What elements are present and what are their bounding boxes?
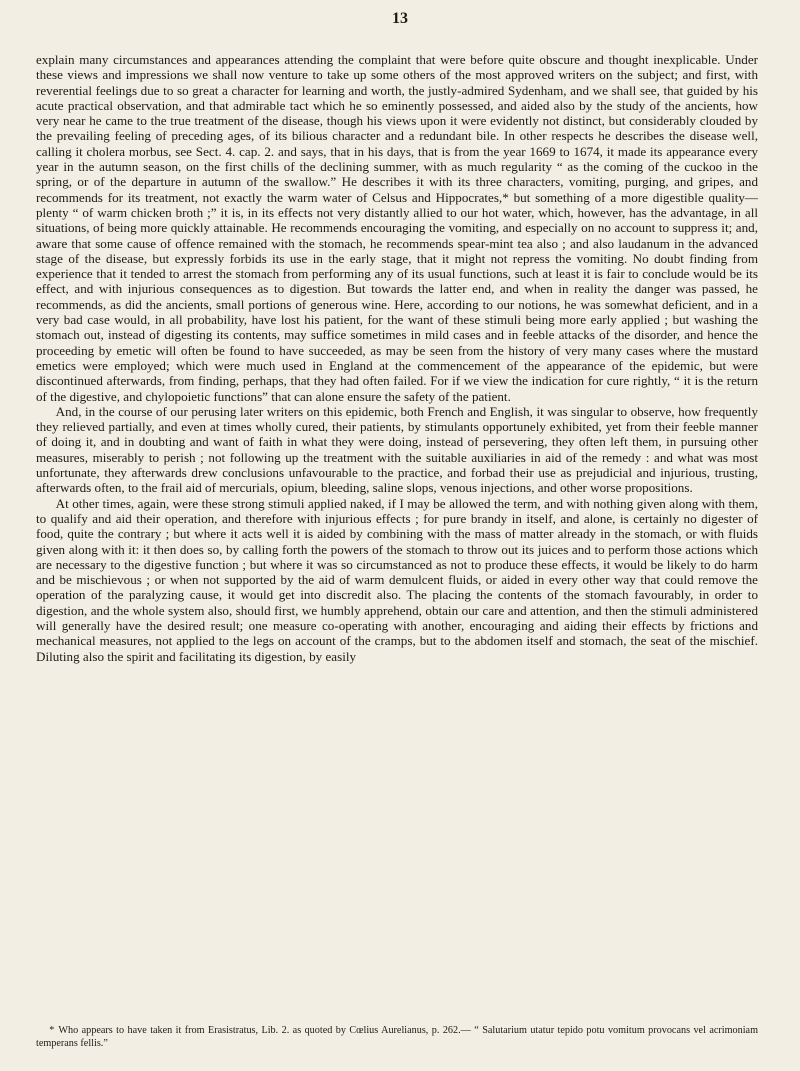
paragraph: And, in the course of our perusing later writers on this epidemic, both French and English, it was singular to observe, how frequently they relieved partially, and even at times wholly cured, their patients, by stimulants opportunely exhibited, yet from their feeble manner of doing it, and in doubting and want of faith in what they were doing, instead of persevering, they often left them, in pursuing other measures, miserably to perish ; not following up the treatment with the suitable auxiliaries in aid of the remedy : and what was most unfortunate, they afterwards drew conclusions unfavourable to the practice, and forbad their use as prejudicial and injurious, trusting, afterwards often, to the frail aid of mercurials, opium, bleeding, saline slops, venous injections, and other worse propositions. bbox=[36, 403, 758, 496]
footnote bbox=[36, 1024, 758, 1050]
footnote-mark: * bbox=[49, 1025, 55, 1036]
body-text bbox=[36, 52, 758, 664]
paragraph: explain many circumstances and appearances attending the complaint that were before quite obscure and thought inexplicable. Under these views and impressions we shall now venture to take up some others of the most approved writers on the subject; and first, with reverential feelings due to so great a character for learning and worth, the justly-admired Sydenham, and we shall see, that guided by his acute practical observation, and that admirable tact which he so eminently possessed, and aided also by the study of the ancients, how very near he came to the true treatment of the disease, though his views upon it were evidently not distinct, but considerably clouded by the prevailing feeling of preceding ages, of its bilious character and a redundant bile. In other respects he describes the disease well, calling it cholera morbus, see Sect. 4. cap. 2. and says, that in his days, that is from the year 1669 to 1674, it made its appearance every year in the autumn season, on the first chills of the declining summer, with as much regularity “ as the coming of the cuckoo in the spring, or of the departure in autumn of the swallow.” He describes it with its three characters, vomiting, purging, and gripes, and recommends for its treatment, not exactly the warm water of Celsus and Hippocrates,* but something of a more digestible quality—plenty “ of warm chicken broth ;” it is, in its effects not very distantly allied to our hot water, which, however, has the advantage, in all situations, of being more quickly attainable. He recommends encouraging the vomiting, and especially on no account to suppress it; and, aware that some cause of offence remained with the stomach, he recommends spear-mint tea also ; and also laudanum in the advanced stage of the disease, but expressly forbids its use in the early stage, that it might not repress the vomiting. No doubt finding from experience that it tended to arrest the stomach from performing any of its usual functions, such at least it is fair to conclude would be its effect, and with injurious consequences as to digestion. But towards the latter end, and when in reality the danger was passed, he recommends, as did the ancients, small portions of generous wine. Here, according to our notions, he was somewhat deficient, and in a very bad case would, in all probability, have lost his patient, for the want of these stimuli being more early applied ; but washing the stomach out, instead of digesting its contents, may suffice sometimes in mild cases and in feeble attacks of the disorder, and hence the proceeding by emetic will often be found to have succeeded, as may be seen from the history of very many cases where the mustard emetics were employed; which were much used in England at the commencement of the appearance of the epidemic, but were discontinued afterwards, from finding, perhaps, that they had often failed. For if we view the indication for cure rightly, “ it is the return of the digestive, and chylopoietic functions” that can alone ensure the safety of the patient. bbox=[36, 52, 758, 404]
paragraph: At other times, again, were these strong stimuli applied naked, if I may be allowed the term, and with nothing given along with them, to qualify and aid their operation, and therefore with injurious effects ; for pure brandy in itself, and alone, is certainly no digester of food, quite the contrary ; but where it acts well it is aided by combining with the mass of matter already in the stomach, or with fluids given along with it: it then does so, by calling forth the powers of the stomach to throw out its juices and to perform those actions which are necessary to the digestive function ; but where it was so circumstanced as not to produce these effects, it would be likely to do harm and be mischievous ; or when not supported by the aid of warm demulcent fluids, or aided in every other way that could remove the operation of the paralyzing cause, it would get into discredit also. The placing the contents of the stomach favourably, in order to digestion, and the whole system also, should first, we humbly apprehend, obtain our care and attention, and then the stimuli administered will generally have the desired result; one measure co-operating with another, encouraging and aiding their effects by frictions and mechanical measures, not applied to the legs on account of the cramps, but to the abdomen itself and stomach, the seat of the mischief. Diluting also the spirit and facilitating its digestion, by easily bbox=[36, 495, 758, 664]
footnote-text: Who appears to have taken it from Erasistratus, Lib. 2. as quoted by Cœlius Aurelianus, p. 262.— “ Salutarium utatur tepido potu vomitum provocans vel acrimoniam temperans fellis.” bbox=[36, 1025, 758, 1049]
page-number: 13 bbox=[392, 10, 408, 27]
